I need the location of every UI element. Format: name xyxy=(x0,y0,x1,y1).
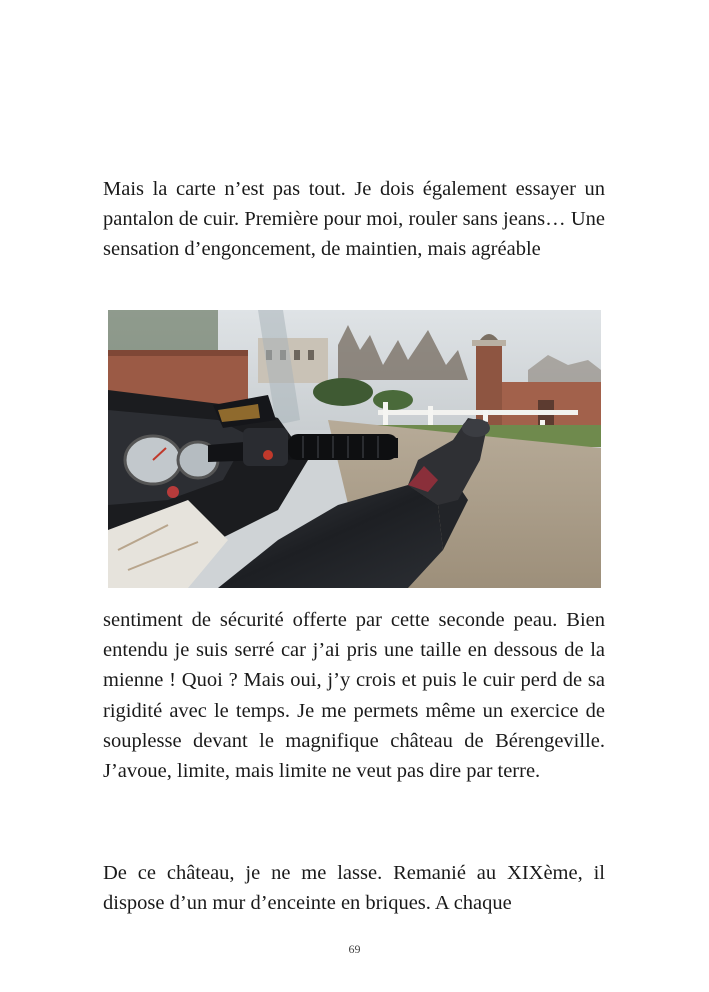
paragraph-2: sentiment de sécurité offerte par cette seconde peau. Bien entendu je suis serré car j’ai pris une taille en dessous de la mienne ! Quoi ? Mais oui, j’y crois et puis le cuir perd de sa rigidité avec le temps. Je me permets même un exercice de souplesse devant le magnifique château de Bérengeville. J’avoue, limite, mais limite ne veut pas dire par terre. xyxy=(103,609,605,783)
photo-illustration xyxy=(108,310,601,588)
photo-motorcycle-cockpit xyxy=(108,310,601,588)
paragraph-1: Mais la carte n’est pas tout. Je dois également essayer un pantalon de cuir. Première pour moi, rouler sans jeans… Une sensation d’engoncement, de maintien, mais agréable xyxy=(103,178,605,261)
page-number: 69 xyxy=(348,942,361,956)
paragraph-3: De ce château, je ne me lasse. Remanié au XIXème, il dispose d’un mur d’enceinte en briques. A chaque xyxy=(103,862,605,915)
